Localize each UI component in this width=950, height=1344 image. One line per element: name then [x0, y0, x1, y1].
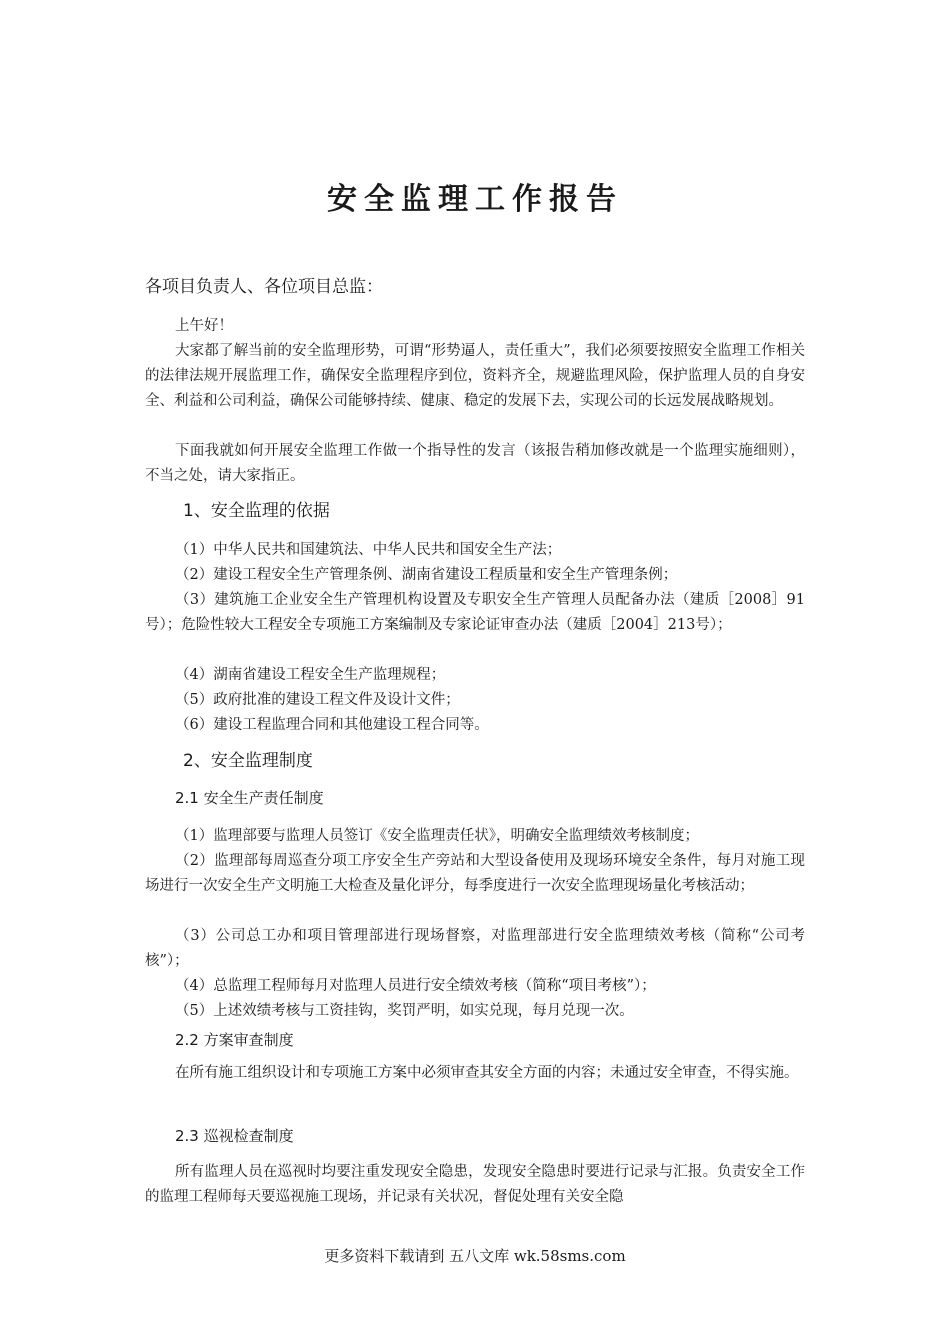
- footer-note: 更多资料下载请到 五八文库 wk.58sms.com: [324, 1247, 626, 1265]
- plan-review-text: 在所有施工组织设计和专项施工方案中必须审查其安全方面的内容；未通过安全审查，不得实施。: [175, 1065, 799, 1081]
- basis-item-1: （1）中华人民共和国建筑法、中华人民共和国安全生产法；: [175, 542, 562, 558]
- salutation: 各项目负责人、各位项目总监：: [145, 277, 383, 297]
- basis-item-2: （2）建设工程安全生产管理条例、湖南省建设工程质量和安全生产管理条例；: [175, 567, 678, 583]
- greeting: 上午好！: [175, 318, 233, 334]
- section-1-heading: 1、安全监理的依据: [183, 501, 330, 521]
- section-2-2-heading: 2.2 方案审查制度: [175, 1031, 294, 1049]
- patrol-inspection-text: 所有监理人员在巡视时均要注重发现安全隐患，发现安全隐患时要进行记录与汇报。负责安全工作的监理工程师每天要巡视施工现场，并记录有关状况，督促处理有关安全隐: [145, 1164, 805, 1205]
- responsibility-item-1: （1）监理部要与监理人员签订《安全监理责任状》，明确安全监理绩效考核制度；: [175, 828, 699, 844]
- intro-paragraph-1: 大家都了解当前的安全监理形势，可谓“形势逼人，责任重大”，我们必须要按照安全监理工作相关的法律法规开展监理工作，确保安全监理程序到位，资料齐全，规避监理风险，保护监理人员的自身安全、利益和公司利益，确保公司能够持续、健康、稳定的发展下去，实现公司的长远发展战略规划。: [145, 343, 805, 409]
- responsibility-item-4: （4）总监理工程师每月对监理人员进行安全绩效考核（简称“项目考核”）；: [175, 978, 656, 994]
- basis-item-4: （4）湖南省建设工程安全生产监理规程；: [175, 667, 446, 683]
- report-title: 安全监理工作报告: [327, 182, 623, 217]
- section-2-heading: 2、安全监理制度: [183, 751, 313, 771]
- responsibility-item-2: （2）监理部每周巡查分项工序安全生产旁站和大型设备使用及现场环境安全条件，每月对施工现场进行一次安全生产文明施工大检查及量化评分，每季度进行一次安全监理现场量化考核活动；: [145, 853, 805, 894]
- basis-item-5: （5）政府批准的建设工程文件及设计文件；: [175, 692, 460, 708]
- responsibility-item-3: （3）公司总工办和项目管理部进行现场督察，对监理部进行安全监理绩效考核（简称“公司考核”）；: [145, 928, 805, 969]
- section-2-1-heading: 2.1 安全生产责任制度: [175, 789, 324, 807]
- basis-item-6: （6）建设工程监理合同和其他建设工程合同等。: [175, 717, 489, 733]
- responsibility-item-5: （5）上述效绩考核与工资挂钩，奖罚严明，如实兑现，每月兑现一次。: [175, 1003, 634, 1019]
- intro-paragraph-2: 下面我就如何开展安全监理工作做一个指导性的发言（该报告稍加修改就是一个监理实施细则），不当之处，请大家指正。: [145, 443, 805, 484]
- basis-item-3: （3）建筑施工企业安全生产管理机构设置及专职安全生产管理人员配备办法（建质［2008］91号）；危险性较大工程安全专项施工方案编制及专家论证审查办法（建质［2004］213号）；: [145, 592, 805, 633]
- section-2-3-heading: 2.3 巡视检查制度: [175, 1127, 294, 1145]
